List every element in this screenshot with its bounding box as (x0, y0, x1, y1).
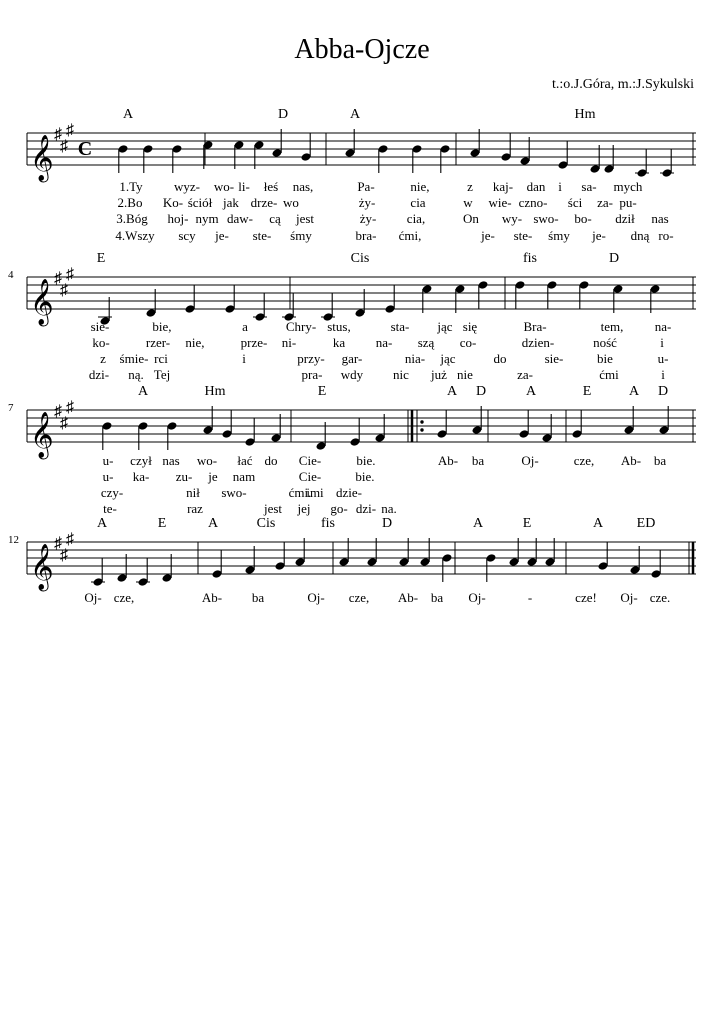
lyric-syllable: ści (567, 195, 583, 210)
lyric-syllable: co- (459, 335, 477, 350)
lyric-syllable: pu- (619, 195, 637, 210)
measure-number: 7 (8, 402, 14, 414)
lyric-syllable: Cie- (298, 469, 322, 484)
lyric-syllable: wdy (340, 367, 364, 382)
lyric-syllable: u- (657, 351, 669, 366)
lyric-syllable: stus, (327, 319, 351, 334)
lyric-syllable: wy- (501, 211, 523, 226)
sharp-icon: ♯ (54, 535, 62, 552)
lyric-syllable: śmie- (119, 351, 149, 366)
chord-symbol: A (525, 384, 537, 399)
lyric-syllable: ściół (187, 195, 213, 210)
chord-symbol: A (628, 384, 640, 399)
chord-symbol: D (608, 251, 620, 266)
lyric-syllable: sta- (390, 319, 410, 334)
lyric-syllable: ro- (658, 228, 674, 243)
sharp-icon: ♯ (60, 138, 68, 155)
lyric-syllable: nie, (185, 335, 205, 350)
lyric-syllable: już (431, 367, 447, 382)
repeat-dot (420, 428, 423, 431)
lyric-syllable: Pa- (357, 179, 375, 194)
lyric-syllable: raz (187, 501, 203, 516)
lyric-syllable: bie. (356, 453, 376, 468)
lyric-syllable: dzie- (336, 485, 362, 500)
sharp-icon: ♯ (60, 547, 68, 564)
chord-symbol: A (96, 516, 108, 531)
lyric-syllable: u- (102, 469, 114, 484)
lyric-syllable: nam (232, 469, 256, 484)
lyric-syllable: Ab- (437, 453, 459, 468)
lyric-syllable: łać (237, 453, 253, 468)
lyric-syllable: Oj- (521, 453, 539, 468)
chord-symbol: D (657, 384, 669, 399)
lyric-syllable: bie, (152, 319, 172, 334)
lyric-syllable: sa- (581, 179, 597, 194)
lyric-syllable: bra- (355, 228, 377, 243)
lyric-syllable: 4.Wszy (115, 228, 155, 243)
lyric-syllable: rci (154, 351, 168, 366)
lyric-syllable: swo- (221, 485, 247, 500)
lyric-syllable: wo- (213, 179, 235, 194)
lyric-syllable: 2.Bo (117, 195, 143, 210)
lyric-syllable: prze- (240, 335, 268, 350)
sharp-icon: ♯ (54, 270, 62, 287)
lyric-syllable: czno- (518, 195, 548, 210)
treble-clef-icon: 𝄞 (30, 279, 54, 324)
lyric-syllable: nas, (292, 179, 314, 194)
lyric-syllable: hoj- (167, 211, 189, 226)
lyric-syllable: nym (195, 211, 219, 226)
lyric-syllable: Ko- (162, 195, 184, 210)
lyric-syllable: i (242, 351, 246, 366)
lyric-syllable: ży- (359, 211, 377, 226)
lyric-syllable: w (463, 195, 473, 210)
lyric-syllable: Ab- (397, 590, 419, 605)
chord-symbol: E (157, 516, 167, 531)
lyric-syllable: cia (410, 195, 426, 210)
chord-symbol: A (122, 107, 134, 122)
lyric-syllable: je- (592, 228, 606, 243)
lyric-syllable: daw- (227, 211, 253, 226)
chord-symbol: Hm (574, 107, 596, 122)
lyric-syllable: jej (297, 501, 311, 516)
lyric-syllable: cze. (649, 590, 671, 605)
lyric-syllable: ste- (513, 228, 533, 243)
chord-symbol: A (349, 107, 361, 122)
chord-symbol: A (592, 516, 604, 531)
lyric-syllable: cze, (573, 453, 595, 468)
lyric-syllable: Oj- (84, 590, 102, 605)
lyric-syllable: ste- (252, 228, 272, 243)
sharp-icon: ♯ (54, 126, 62, 143)
chord-symbol: E (522, 516, 532, 531)
chord-symbol: A (472, 516, 484, 531)
lyric-syllable: z (100, 351, 106, 366)
measure-number: 4 (8, 269, 14, 281)
lyric-syllable: ćmi, (398, 228, 422, 243)
lyric-syllable: Oj- (307, 590, 325, 605)
lyric-syllable: wo (283, 195, 299, 210)
lyric-syllable: Ab- (201, 590, 223, 605)
lyric-syllable: cą (269, 211, 281, 226)
lyric-syllable: nie (457, 367, 473, 382)
chord-symbol: fis (523, 251, 537, 266)
lyric-syllable: imi (306, 485, 324, 500)
chord-symbol: A (207, 516, 219, 531)
treble-clef-icon: 𝄞 (30, 412, 54, 457)
lyric-syllable: te- (103, 501, 117, 516)
treble-clef-icon: 𝄞 (30, 135, 54, 180)
lyric-syllable: 1.Ty (119, 179, 143, 194)
lyric-syllable: sie- (90, 319, 110, 334)
lyric-syllable: ka (332, 335, 346, 350)
lyric-syllable: się (462, 319, 478, 334)
lyric-syllable: śmy (548, 228, 570, 243)
lyric-syllable: szą (417, 335, 435, 350)
lyric-syllable: nas (162, 453, 180, 468)
sharp-icon: ♯ (60, 415, 68, 432)
sharp-icon: ♯ (66, 399, 74, 416)
time-signature: C (77, 138, 93, 160)
chord-symbol: E (317, 384, 327, 399)
lyric-syllable: bie (597, 351, 613, 366)
lyric-syllable: cze, (348, 590, 370, 605)
lyric-syllable: nic (393, 367, 409, 382)
lyric-syllable: swo- (533, 211, 559, 226)
lyric-syllable: ność (593, 335, 617, 350)
lyric-syllable: wyz- (174, 179, 200, 194)
repeat-dot (420, 420, 423, 423)
lyric-syllable: Tej (153, 367, 171, 382)
lyric-syllable: nił (186, 485, 200, 500)
chord-symbol: Cis (256, 516, 276, 531)
lyric-syllable: jest (295, 211, 315, 226)
lyric-syllable: jąc (437, 319, 453, 334)
lyric-syllable: je- (215, 228, 229, 243)
lyric-syllable: czy- (100, 485, 124, 500)
lyric-syllable: na- (654, 319, 672, 334)
lyric-syllable: za- (517, 367, 533, 382)
lyric-syllable: tem, (600, 319, 624, 334)
lyric-syllable: ko- (92, 335, 110, 350)
staff-system (8, 266, 696, 327)
lyric-syllable: 3.Bóg (116, 211, 148, 226)
lyric-syllable: dan (526, 179, 546, 194)
lyric-syllable: On (463, 211, 479, 226)
measure-number: 12 (8, 534, 19, 546)
staff-system (8, 399, 696, 460)
lyric-syllable: Oj- (468, 590, 486, 605)
staff-system (8, 531, 696, 592)
lyric-syllable: i (661, 367, 665, 382)
lyric-syllable: do (264, 453, 278, 468)
lyric-syllable: cze! (575, 590, 597, 605)
lyric-syllable: ćmi (599, 367, 619, 382)
lyric-syllable: jąc (440, 351, 456, 366)
lyric-syllable: dził (615, 211, 635, 226)
chord-symbol: D (381, 516, 393, 531)
lyric-syllable: nia- (404, 351, 426, 366)
lyric-syllable: ba (653, 453, 667, 468)
lyric-syllable: drze- (250, 195, 278, 210)
lyric-syllable: Ab- (620, 453, 642, 468)
lyric-syllable: ba (251, 590, 265, 605)
lyric-syllable: go- (330, 501, 348, 516)
lyric-syllable: a (242, 319, 248, 334)
lyric-syllable: śmy (290, 228, 312, 243)
lyric-syllable: z (467, 179, 473, 194)
chord-symbol: A (446, 384, 458, 399)
lyric-syllable: jak (223, 195, 239, 210)
chord-symbol: Hm (204, 384, 226, 399)
sharp-icon: ♯ (54, 403, 62, 420)
chord-symbol: Cis (350, 251, 370, 266)
lyric-syllable: je- (481, 228, 495, 243)
lyric-syllable: jest (263, 501, 283, 516)
lyric-syllable: pra- (301, 367, 323, 382)
lyric-syllable: łeś (263, 179, 279, 194)
lyric-syllable: bo- (574, 211, 592, 226)
chord-symbol: E (582, 384, 592, 399)
lyric-syllable: na. (381, 501, 397, 516)
chord-symbol: D (475, 384, 487, 399)
lyric-syllable: Cie- (298, 453, 322, 468)
lyric-syllable: gar- (341, 351, 363, 366)
lyric-syllable: przy- (297, 351, 325, 366)
lyric-syllable: li- (238, 179, 250, 194)
lyric-syllable: Bra- (523, 319, 547, 334)
song-title: Abba-Ojcze (294, 34, 430, 65)
lyric-syllable: Chry- (285, 319, 317, 334)
lyric-syllable: je (208, 469, 218, 484)
lyric-syllable: zu- (175, 469, 193, 484)
lyric-syllable: ba (430, 590, 444, 605)
lyric-syllable: scy (178, 228, 196, 243)
lyric-syllable: dzien- (521, 335, 555, 350)
lyric-syllable: dną (630, 228, 650, 243)
staff-system (27, 122, 696, 183)
sharp-icon: ♯ (66, 531, 74, 548)
lyric-syllable: do (493, 351, 507, 366)
chord-symbol: fis (321, 516, 335, 531)
lyric-syllable: ną. (128, 367, 144, 382)
chord-symbol: D (277, 107, 289, 122)
lyric-syllable: i (558, 179, 562, 194)
lyric-syllable: ka- (132, 469, 150, 484)
lyric-syllable: nie, (410, 179, 430, 194)
chord-symbol: E (96, 251, 106, 266)
lyric-syllable: dzi- (88, 367, 110, 382)
song-credit: t.:o.J.Góra, m.:J.Sykulski (552, 77, 694, 92)
lyric-syllable: bie. (355, 469, 375, 484)
lyric-syllable: za- (597, 195, 613, 210)
lyric-syllable: cia, (406, 211, 426, 226)
chord-symbol: ED (636, 516, 656, 531)
lyric-syllable: wo- (196, 453, 218, 468)
lyric-syllable: i (660, 335, 664, 350)
lyric-syllable: u- (102, 453, 114, 468)
lyric-syllable: rzer- (145, 335, 171, 350)
lyric-syllable: czył (130, 453, 152, 468)
lyric-syllable: na- (375, 335, 393, 350)
lyric-syllable: mych (613, 179, 643, 194)
sharp-icon: ♯ (66, 122, 74, 139)
lyric-syllable: kaj- (492, 179, 514, 194)
lyric-syllable: ni- (281, 335, 297, 350)
lyric-syllable: Oj- (620, 590, 638, 605)
lyric-syllable: sie- (544, 351, 564, 366)
lyric-syllable: - (527, 590, 533, 605)
sharp-icon: ♯ (66, 266, 74, 283)
lyric-syllable: wie- (488, 195, 512, 210)
lyric-syllable: cze, (113, 590, 135, 605)
lyric-syllable: ba (471, 453, 485, 468)
lyric-syllable: dzi- (355, 501, 377, 516)
lyric-syllable: nas (651, 211, 669, 226)
treble-clef-icon: 𝄞 (30, 544, 54, 589)
sharp-icon: ♯ (60, 282, 68, 299)
lyric-syllable: ćmi. (288, 485, 312, 500)
lyric-syllable: ży- (358, 195, 376, 210)
chord-symbol: A (137, 384, 149, 399)
